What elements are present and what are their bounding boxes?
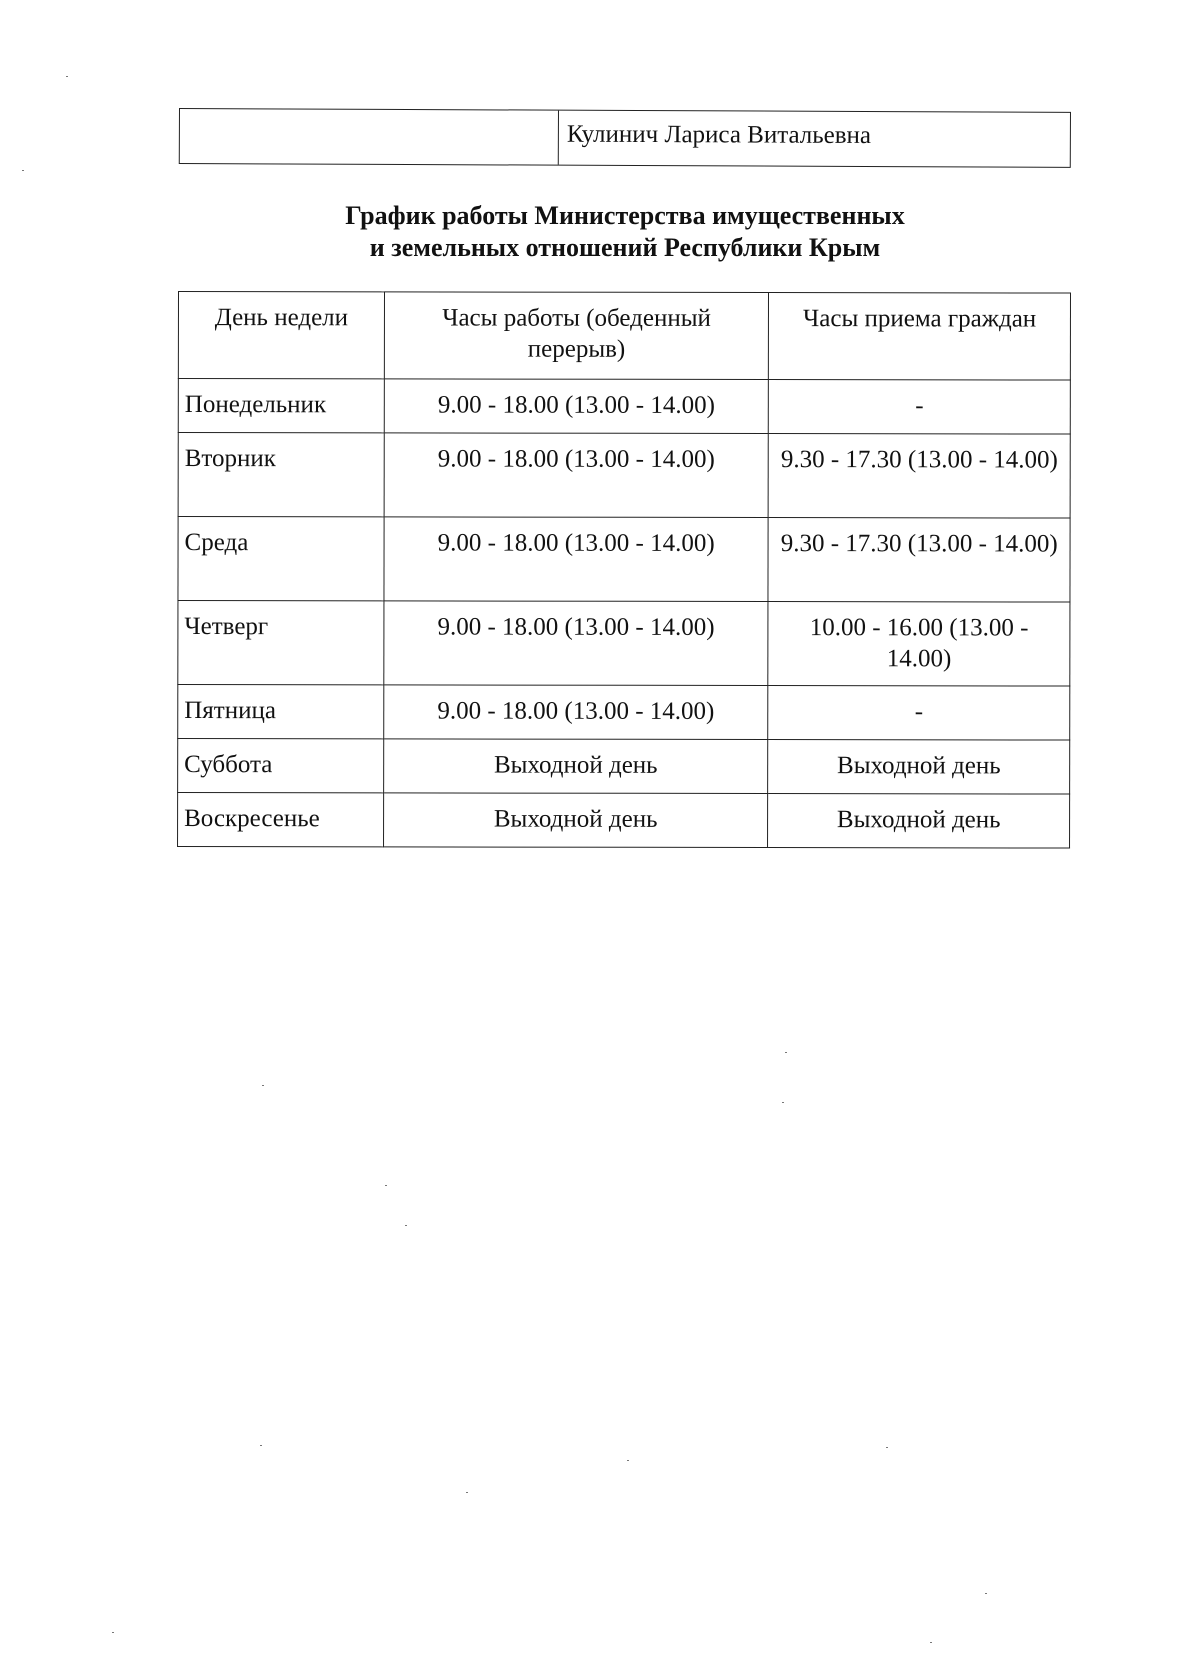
document-title [179,200,1071,264]
table-header-row [178,292,1070,381]
day-cell: Понедельник [178,379,384,433]
reception-hours-cell: Выходной день [768,794,1070,849]
day-cell: Четверг [178,601,384,685]
table-row [178,739,1070,795]
scan-speck [260,1445,262,1446]
scan-speck [112,1632,114,1633]
work-hours-cell: Выходной день [383,739,768,794]
fragment-empty-cell [180,109,559,165]
header-day: День недели [178,292,384,379]
scan-speck [782,1102,784,1103]
day-cell: Пятница [178,685,384,739]
header-reception-hours: Часы приема граждан [769,293,1071,381]
scan-speck [262,1085,264,1086]
scan-speck [930,1642,932,1643]
scan-speck [627,1460,629,1461]
work-hours-cell: 9.00 - 18.00 (13.00 - 14.00) [384,517,769,602]
scan-speck [22,170,24,171]
fragment-name-cell: Кулинич Лариса Витальевна [566,120,872,150]
work-hours-cell: 9.00 - 18.00 (13.00 - 14.00) [384,601,769,686]
table-row [178,685,1070,741]
header-work-hours: Часы работы (обеденный перерыв) [384,292,769,380]
scan-speck [785,1052,787,1053]
work-hours-cell: 9.00 - 18.00 (13.00 - 14.00) [384,379,769,434]
scan-speck [405,1225,407,1226]
reception-hours-cell: - [769,380,1071,435]
title-line-2: и земельных отношений Республики Крым [369,233,881,262]
scan-speck [385,1185,387,1186]
reception-hours-cell: - [768,686,1070,741]
work-hours-cell: 9.00 - 18.00 (13.00 - 14.00) [384,685,769,740]
reception-hours-cell: 10.00 - 16.00 (13.00 - 14.00) [768,602,1070,687]
table-row [178,379,1070,435]
day-cell: Воскресенье [178,793,384,847]
signature-fragment-table [179,108,1071,168]
scan-speck [66,76,68,77]
day-cell: Среда [178,517,384,601]
day-cell: Суббота [178,739,384,793]
scan-speck [886,1447,888,1448]
title-line-1: График работы Министерства имущественных [345,201,905,230]
table-row [178,601,1070,687]
table-row [178,793,1070,849]
scan-speck [466,1492,468,1493]
table-row [178,517,1070,603]
reception-hours-cell: 9.30 - 17.30 (13.00 - 14.00) [768,518,1070,603]
reception-hours-cell: Выходной день [768,740,1070,795]
day-cell: Вторник [178,433,384,517]
work-hours-cell: Выходной день [383,793,768,848]
work-hours-cell: 9.00 - 18.00 (13.00 - 14.00) [384,433,769,518]
scan-speck [985,1593,987,1594]
reception-hours-cell: 9.30 - 17.30 (13.00 - 14.00) [768,434,1070,519]
work-schedule-table [177,291,1071,849]
table-row [178,433,1070,519]
